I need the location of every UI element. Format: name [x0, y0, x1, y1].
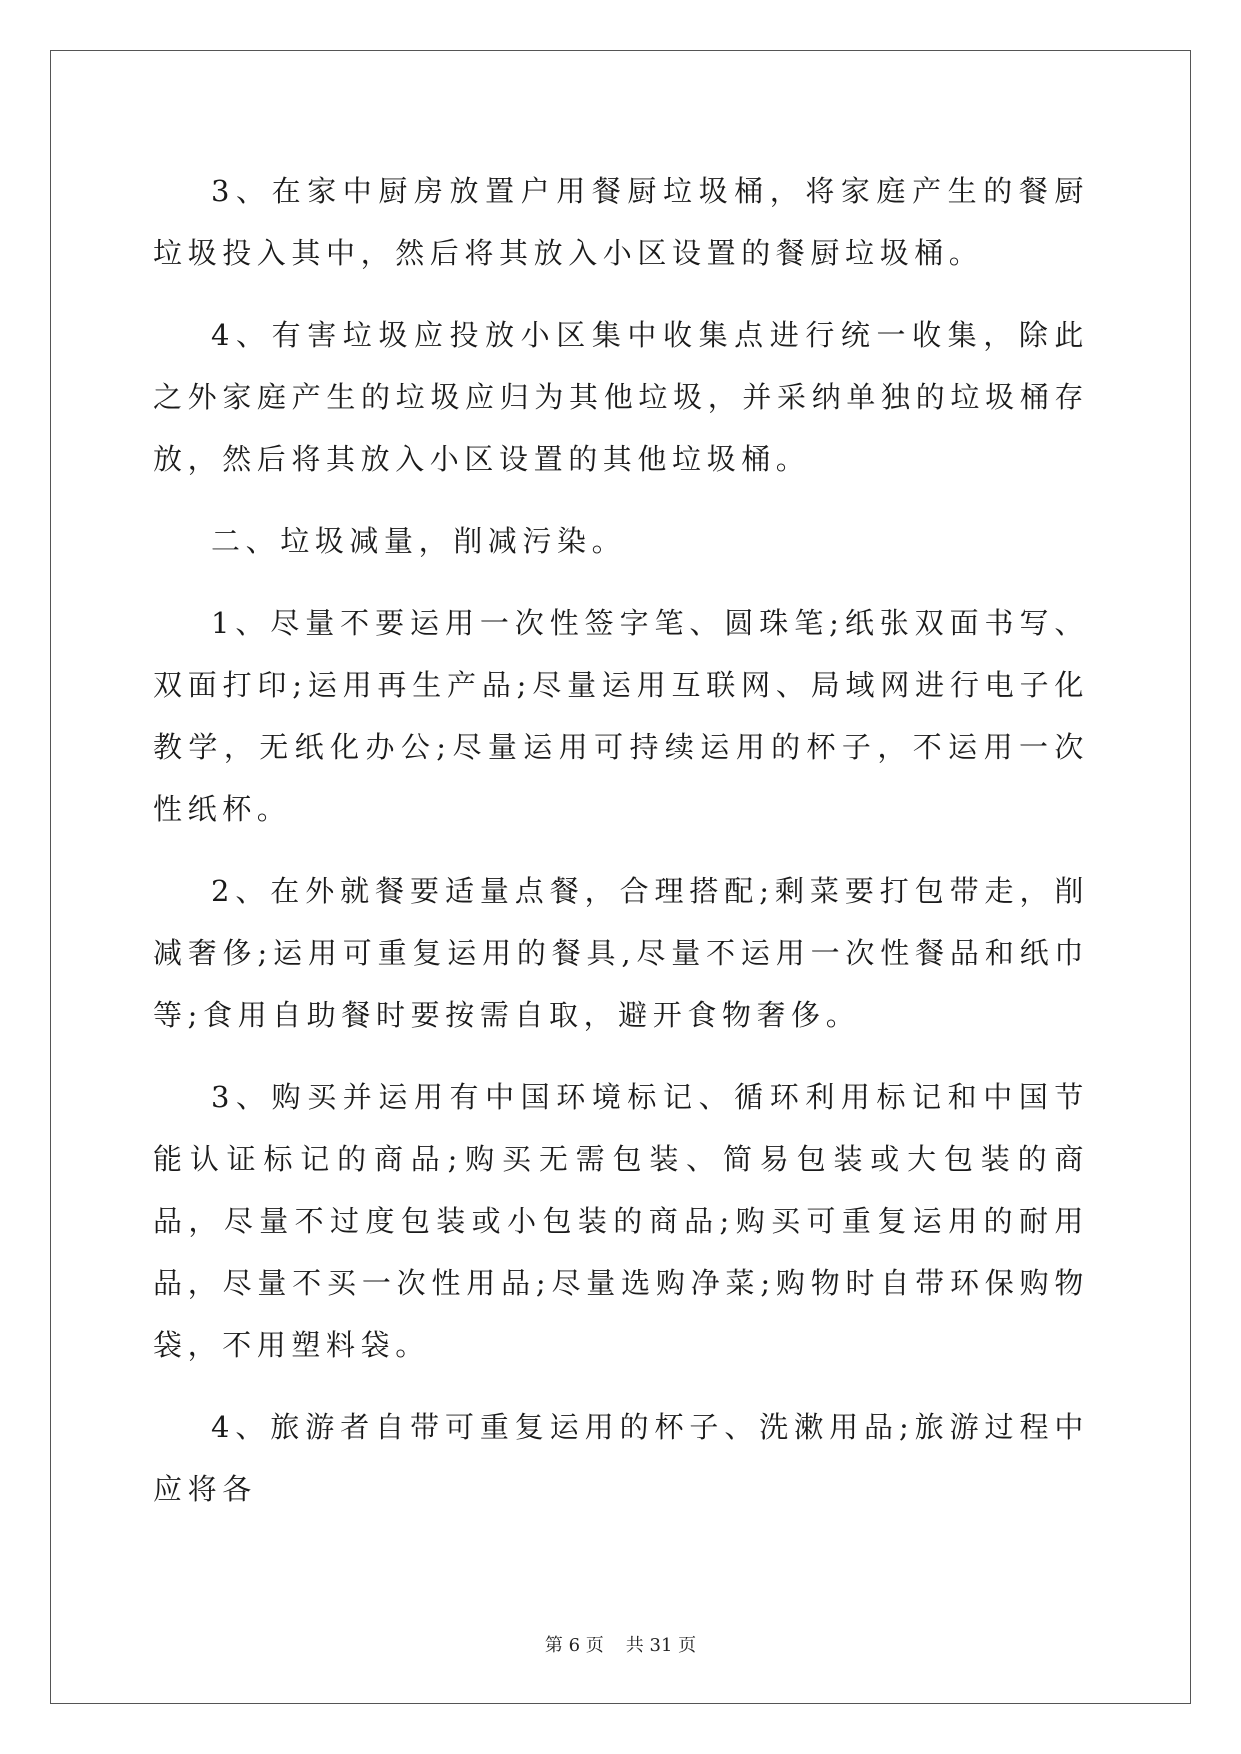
paragraph: 1、尽量不要运用一次性签字笔、圆珠笔;纸张双面书写、双面打印;运用再生产品;尽量运用互联网、局域网进行电子化教学，无纸化办公;尽量运用可持续运用的杯子，不运用一次性纸杯。 [153, 606, 1089, 826]
paragraph: 3、购买并运用有中国环境标记、循环利用标记和中国节能认证标记的商品;购买无需包装、简易包装或大包装的商品，尽量不过度包装或小包装的商品;购买可重复运用的耐用品，尽量不买一次性用品;尽量选购净菜;购物时自带环保购物袋，不用塑料袋。 [153, 1080, 1089, 1362]
page-number: 第 6 页 [544, 1635, 604, 1656]
paragraph: 2、在外就餐要适量点餐，合理搭配;剩菜要打包带走，削减奢侈;运用可重复运用的餐具,尽量不运用一次性餐品和纸巾等;食用自助餐时要按需自取，避开食物奢侈。 [153, 874, 1089, 1032]
paragraph: 4、旅游者自带可重复运用的杯子、洗漱用品;旅游过程中应将各 [153, 1410, 1089, 1506]
section-heading: 二、垃圾减量，削减污染。 [211, 524, 627, 558]
document-body [153, 160, 1089, 1540]
paragraph: 3、在家中厨房放置户用餐厨垃圾桶，将家庭产生的餐厨垃圾投入其中，然后将其放入小区设置的餐厨垃圾桶。 [153, 174, 1089, 270]
paragraph: 4、有害垃圾应投放小区集中收集点进行统一收集，除此之外家庭产生的垃圾应归为其他垃圾，并采纳单独的垃圾桶存放，然后将其放入小区设置的其他垃圾桶。 [153, 318, 1089, 476]
page-total: 共 31 页 [625, 1635, 697, 1656]
page-footer [0, 1631, 1241, 1657]
